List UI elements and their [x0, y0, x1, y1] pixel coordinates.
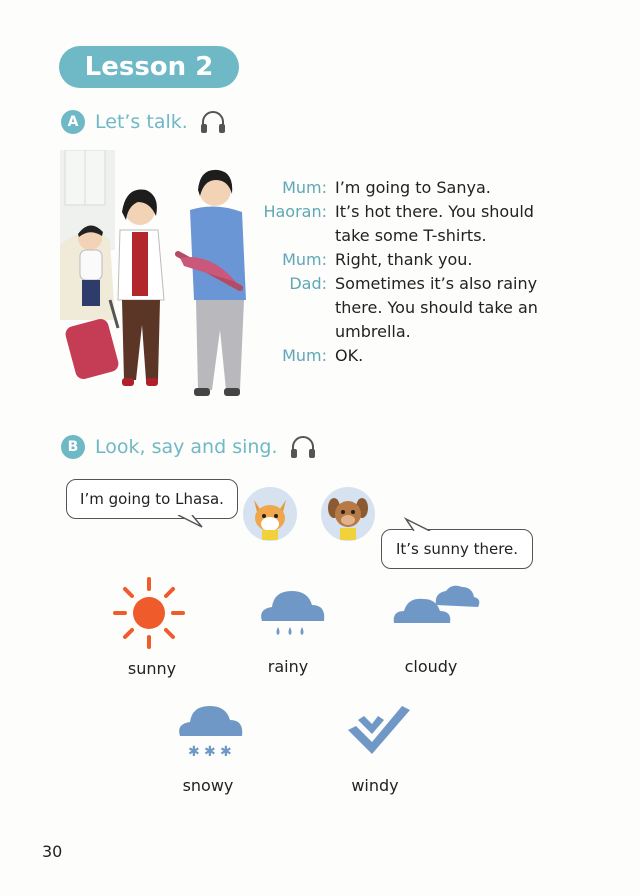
dialogue-line	[250, 248, 580, 272]
speaker-label: Haoran:	[263, 202, 327, 221]
sun-icon	[112, 576, 186, 650]
svg-text:✱: ✱	[188, 744, 200, 760]
bubble-tail-right	[402, 517, 432, 531]
lesson-title: Lesson 2	[59, 46, 239, 88]
dialogue	[250, 176, 580, 368]
speaker-label: Dad:	[289, 274, 327, 293]
snow-cloud-icon	[176, 702, 248, 760]
bubble-tail-left	[176, 515, 206, 529]
weather-label-rainy: rainy	[267, 657, 309, 676]
section-a-header	[61, 109, 228, 135]
headphones-icon[interactable]	[288, 434, 318, 460]
svg-text:✱: ✱	[220, 744, 232, 760]
section-b-header	[61, 434, 318, 460]
speaker-label: Mum:	[282, 346, 327, 365]
section-b-badge: B	[61, 435, 85, 459]
dialogue-text: Sometimes it’s also rainy there. You should take an umbrella.	[335, 274, 538, 341]
dialogue-line	[250, 200, 580, 248]
speaker-label: Mum:	[282, 178, 327, 197]
family-illustration	[60, 150, 250, 410]
section-a-title: Let’s talk.	[95, 111, 188, 133]
rain-cloud-icon	[256, 585, 328, 643]
section-a-badge: A	[61, 110, 85, 134]
dialogue-text: It’s hot there. You should take some T-shirts.	[335, 202, 534, 245]
dialogue-text: Right, thank you.	[335, 250, 473, 269]
speaker-label: Mum:	[282, 250, 327, 269]
fox-avatar	[242, 486, 298, 542]
weather-label-cloudy: cloudy	[404, 657, 458, 676]
weather-label-snowy: snowy	[182, 776, 234, 795]
svg-text:✱: ✱	[204, 744, 216, 760]
weather-label-windy: windy	[351, 776, 399, 795]
dialogue-line	[250, 344, 580, 368]
weather-label-sunny: sunny	[127, 659, 177, 678]
dialogue-text: I’m going to Sanya.	[335, 178, 491, 197]
headphones-icon[interactable]	[198, 109, 228, 135]
section-b-title: Look, say and sing.	[95, 436, 278, 458]
wind-icon	[344, 704, 414, 760]
dialogue-line	[250, 272, 580, 344]
dialogue-text: OK.	[335, 346, 364, 365]
cloud-icon	[392, 583, 482, 627]
speech-bubble-left: I’m going to Lhasa.	[66, 479, 238, 519]
speech-bubble-right: It’s sunny there.	[381, 529, 533, 569]
page-number: 30	[42, 842, 63, 861]
dog-avatar	[320, 486, 376, 542]
dialogue-line	[250, 176, 580, 200]
